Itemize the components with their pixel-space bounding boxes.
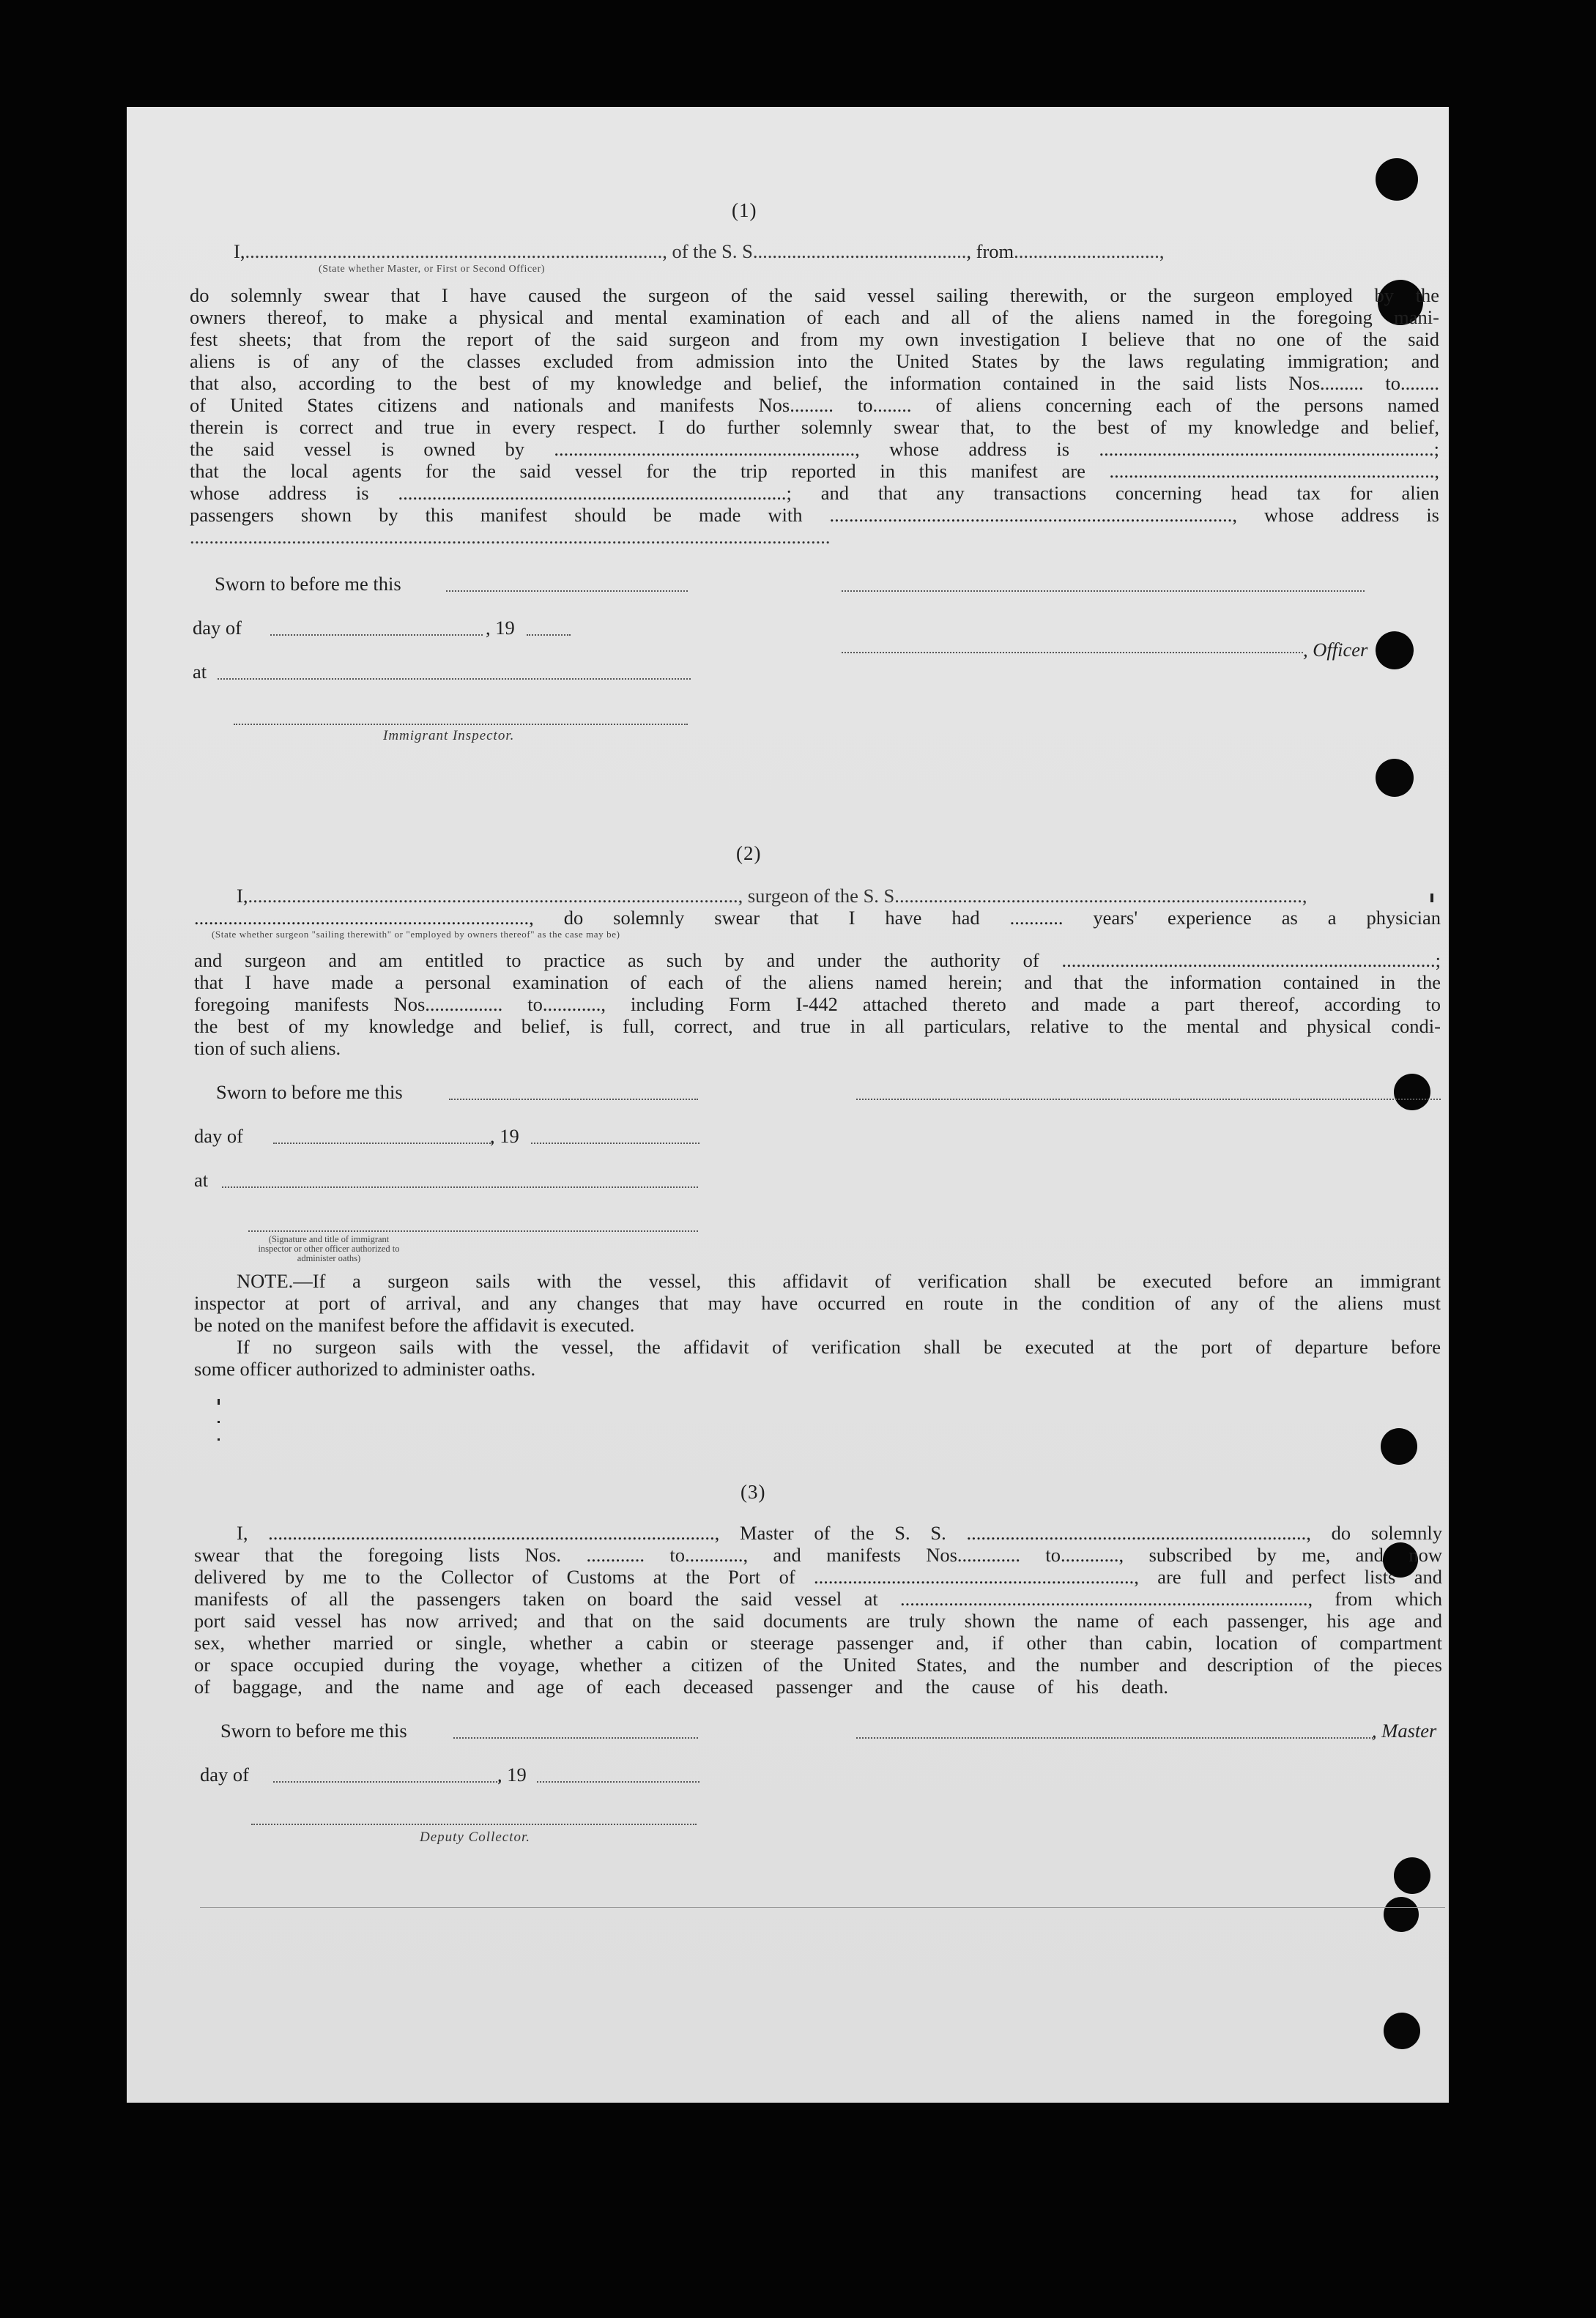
section-1-line: that also, according to the best of my knowledge and belief, the information contained in the said lists Nos......... to........ — [190, 372, 1439, 394]
section-1-line: that the local agents for the said vessel for the trip reported in this manifest are ..................................................................., — [190, 460, 1439, 482]
officer-name-blank: ......................................................................................, of the S. S. — [245, 240, 758, 262]
officer-signature-line — [842, 590, 1365, 592]
section-2-note-line: be noted on the manifest before the affidavit is executed. — [194, 1314, 635, 1336]
punch-hole — [1376, 759, 1414, 797]
section-1-number: (1) — [732, 199, 757, 221]
ink-mark — [1430, 894, 1433, 902]
year-line — [527, 634, 571, 636]
section-3-line: sex, whether married or single, whether a cabin or steerage passenger and, if other than cabin, location of compartment — [194, 1632, 1442, 1654]
ink-mark — [218, 1438, 220, 1441]
section-2-last-line: tion of such aliens. — [194, 1037, 341, 1059]
sworn-date-line — [449, 1099, 698, 1100]
sworn-date-line — [453, 1737, 698, 1739]
section-2-line: ....................................................................., do solemnly swear that I have had ........... years' experience as a physician — [194, 907, 1441, 929]
punch-hole — [1376, 158, 1418, 201]
section-2-year: , 19 — [490, 1125, 519, 1147]
section-2-line: the best of my knowledge and belief, is full, correct, and true in all particulars, relative to the mental and physical condi- — [194, 1015, 1441, 1037]
opening-i: I, — [237, 885, 248, 907]
year-line — [537, 1781, 699, 1783]
section-3-line: port said vessel has now arrived; and that on the said documents are truly shown the name of each passenger, his age and — [194, 1610, 1442, 1632]
section-2-number: (2) — [736, 842, 762, 864]
punch-hole — [1376, 631, 1414, 669]
section-1-year: , 19 — [486, 617, 515, 639]
section-1-line: aliens is of any of the classes excluded from admission into the United States by the laws regulating immigration; and — [190, 350, 1439, 372]
section-3-line: I, ............................................................................................, Master of the S. S. ......................................................................, do solemnly — [237, 1522, 1442, 1544]
day-of-line — [273, 1781, 500, 1783]
section-3-last-line: of baggage, and the name and age of each deceased passenger and the cause of his death. — [194, 1676, 1168, 1698]
section-1-line: whose address is ................................................................................; and that any transactions concerning head tax for alien — [190, 482, 1439, 504]
section-1-opening-line — [234, 240, 1439, 262]
section-3-sworn: Sworn to before me this — [220, 1720, 407, 1742]
section-1-line: owners thereof, to make a physical and mental examination of each and all of the aliens named in the foregoing mani- — [190, 306, 1439, 328]
section-2-note-line: inspector at port of arrival, and any changes that may have occurred en route in the condition of any of the aliens must — [194, 1292, 1441, 1314]
section-1-at: at — [193, 661, 207, 683]
section-3-master: , Master — [1372, 1720, 1437, 1742]
section-1-line: passengers shown by this manifest should be made with ..................................................................................., whose address is — [190, 504, 1439, 526]
section-1-line: do solemnly swear that I have caused the surgeon of the said vessel sailing therewith, or the surgeon employed by the — [190, 284, 1439, 306]
section-2-line: and surgeon and am entitled to practice as such by and under the authority of .............................................................................; — [194, 949, 1441, 971]
ink-mark — [218, 1421, 220, 1423]
manifest-page — [127, 107, 1449, 2103]
section-1-sworn: Sworn to before me this — [215, 573, 401, 595]
section-3-year: , 19 — [497, 1764, 527, 1786]
section-2-at: at — [194, 1169, 209, 1191]
section-3-line: or space occupied during the voyage, whether a citizen of the United States, and the number and description of the pieces — [194, 1654, 1442, 1676]
day-of-line — [270, 634, 483, 636]
from-port-blank: .............................., — [1014, 240, 1165, 262]
ink-mark — [218, 1399, 220, 1405]
section-3-day-of: day of — [200, 1764, 249, 1786]
section-3-number: (3) — [741, 1481, 766, 1503]
section-1-line: the said vessel is owned by .............................................................., whose address is .....................................................................; — [190, 438, 1439, 460]
punch-hole — [1384, 2013, 1420, 2049]
bottom-rule — [200, 1907, 1445, 1908]
day-of-line — [273, 1143, 493, 1144]
section-2-note-line: If no surgeon sails with the vessel, the affidavit of verification shall be executed at the port of departure before — [237, 1336, 1441, 1358]
section-1-line: of United States citizens and nationals and manifests Nos......... to........ of aliens concerning each of the persons named — [190, 394, 1439, 416]
section-1-state-note: (State whether Master, or First or Second Officer) — [319, 264, 546, 275]
officer-name-line — [842, 652, 1303, 653]
punch-hole — [1394, 1074, 1430, 1110]
section-2-state-note: (State whether surgeon "sailing therewith" or "employed by owners thereof" as the case may be) — [212, 929, 620, 940]
sworn-date-line — [446, 590, 688, 592]
surgeon-signature-line — [856, 1099, 1441, 1100]
section-1-inspector: Immigrant Inspector. — [383, 728, 515, 743]
section-2-day-of: day of — [194, 1125, 243, 1147]
master-signature-line — [856, 1737, 1373, 1739]
section-2-opening-line — [237, 885, 1441, 907]
section-2-note-line: NOTE.—If a surgeon sails with the vessel, this affidavit of verification shall be executed before an immigrant — [237, 1270, 1441, 1292]
surgeon-name-blank: ....................................................................................................., surgeon of the S. S. — [248, 885, 899, 907]
section-2-line: foregoing manifests Nos................ to............, including Form I-442 attached thereto and made a part thereof, according to — [194, 993, 1441, 1015]
section-1-address-blank: .................................................................................................................................... — [190, 526, 831, 548]
opening-i: I, — [234, 240, 245, 262]
section-3-line: swear that the foregoing lists Nos. ............ to............, and manifests Nos............. to............, subscribed by me, and now — [194, 1544, 1442, 1566]
section-3-deputy: Deputy Collector. — [420, 1829, 531, 1845]
punch-hole — [1384, 1897, 1419, 1932]
section-1-officer: , Officer — [1303, 639, 1368, 661]
vessel-name-blank: ..................................................................................., — [899, 885, 1307, 907]
punch-hole — [1381, 1428, 1417, 1465]
section-1-day-of: day of — [193, 617, 242, 639]
section-3-line: delivered by me to the Collector of Customs at the Port of .................................................................., are full and perfect lists and — [194, 1566, 1442, 1588]
punch-hole — [1394, 1857, 1430, 1894]
year-line — [531, 1143, 699, 1144]
section-1-line: therein is correct and true in every respect. I do further solemnly swear that, to the best of my knowledge and belief, — [190, 416, 1439, 438]
section-2-line: that I have made a personal examination of each of the aliens named herein; and that the information contained in the — [194, 971, 1441, 993]
section-1-line: fest sheets; that from the report of the said surgeon and from my own investigation I believe that no one of the said — [190, 328, 1439, 350]
from-text: , from — [966, 240, 1014, 262]
section-3-line: manifests of all the passengers taken on board the said vessel at ...................................................................................., from which — [194, 1588, 1442, 1610]
collector-signature-line — [251, 1824, 697, 1825]
at-place-line — [218, 678, 691, 680]
section-2-sworn: Sworn to before me this — [216, 1081, 403, 1103]
vessel-name-blank: ........................................... — [757, 240, 967, 262]
inspector-signature-line — [248, 1230, 698, 1232]
section-2-signature-note: (Signature and title of immigrant inspector or other officer authorized to administer oaths) — [258, 1234, 400, 1263]
inspector-signature-line — [234, 724, 688, 725]
at-place-line — [222, 1186, 698, 1188]
section-2-note-line: some officer authorized to administer oaths. — [194, 1358, 536, 1380]
